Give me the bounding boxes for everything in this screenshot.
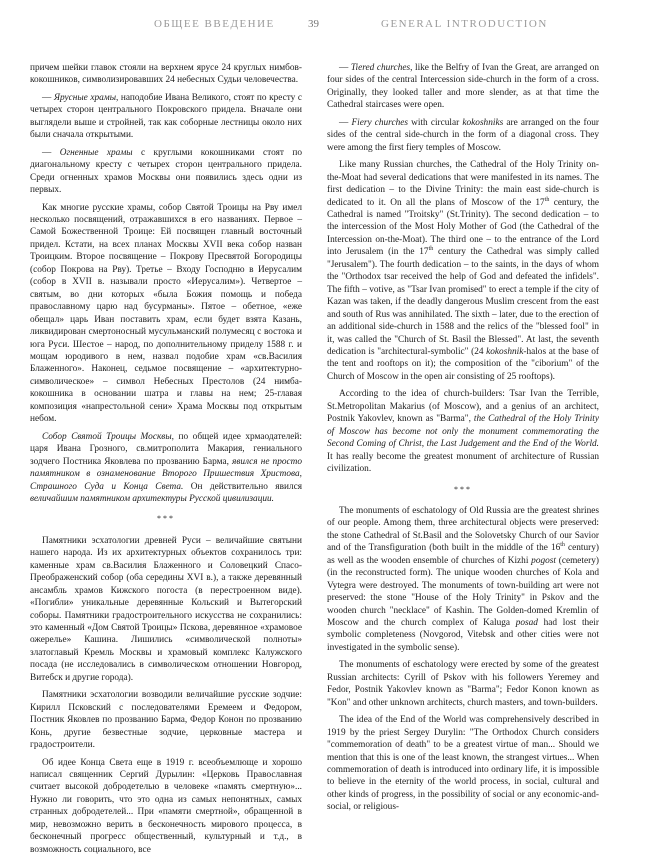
paragraph: — Ярусные храмы, наподобие Ивана Великого, стоят по кресту с четырех сторон центрального Покровского придела. Вначале они выглядели выше и стройней, так как соборные лестницы около них были сначала открытыми. [30, 92, 303, 141]
paragraph: Об идее Конца Света еще в 1919 г. всеобъемлюще и хорошо написал священник Сергий Дурылин: «Церковь Православная считает высокой добродетелью в человеке «память смертную»... Нужно ли говорить, что это одна из самых непонятных, самых странных добродетелей... При «памяти смертной», обращенной в мир, невозможно верить в бесконечность мирового процесса, в бесконечный прогресс общественный, культурный и т.д., в возможность социального, все [30, 757, 302, 855]
paragraph: The idea of the End of the World was comprehensively described in 1919 by the priest Sergey Durylin: "The Orthodox Church considers "commemoration of death" to be a greatest virtue of man... Should we mention that this is one of the least known, the strangest virtues... When commemoration of death is introduced into ordinary life, it is impossible to believe in the eternity of the world process, in social, cultural and other kinds of progress, in the possibility of social or any economic-and-social, or religious- [327, 715, 599, 813]
paragraph: Как многие русские храмы, собор Святой Троицы на Рву имел несколько посвящений, отражавшихся в его названиях. Первое – Самой Божественной Троице: Ей посвящен главный восточный придел. Кстати, на всех планах Москвы XVII века собор назван Троицким. Второе посвящение – Покрову Пресвятой Богородицы (собор Покрова на Рву). Третье – Входу Господню в Иерусалим (собор в XVII в. называли просто «Иерусалим»). Четвертое – святым, во дни которых «была Божия помощь и победа православному царю над бусурманы». Пятое – обетное, «еже обещал» царь Иван поставить храм, если будет взята Казань, ликвидирован смертоносный мусульманский полумесяц с востока и юга Руси. Шестое – народ, по дополнительному приделу 1588 г. и мощам юродивого в нем, назвал подобие храм «св.Василия Блаженного». Наконец, седьмое посвящение – «архитектурно-символическое» – символ Небесных Престолов (24 нимба-кокошника в основании шатра и главы на нем; 25-главая композиция «напрестольной сени» Храма Москвы под открытым небом. [30, 202, 302, 425]
paragraph: Памятники эсхатологии древней Руси – величайшие святыни нашего народа. Из их архитектурных объектов сохранилось три: каменные храм св.Василия Блаженного и Соловецкий Спасо-Преображенский собор (оба середины XVI в.), а также деревянный ансамбль храмов Кижского погоста (в перестроенном виде). «Погибли» уникальные деревянные Кольский и Вытегорский соборы. Памятники градостроительного искусства не сохранились: это каменный «Дом Святой Троицы» Пскова, деревянное «храмовое ожерелье» Кашина. Лишились «символической полноты» златоглавый Кремль Москвы и храмовый комплекс Калужского посада (не исследовались в символическом отношении Новгород, Витебск и другие города). [30, 535, 302, 683]
russian-column [30, 62, 302, 861]
header-title-russian: ОБЩЕЕ ВВЕДЕНИЕ [154, 18, 275, 30]
paragraph: Like many Russian churches, the Cathedral of the Holy Trinity on-the-Moat had several dedications that were manifested in its names. The first dedication – to the Divine Trinity: the main east side-church is dedicated to it. On all the plans of Moscow of the 17th century, the Cathedral is named "Troitsky" (St.Trinity). The second dedication – to the intercession of the Most Holy Mother of God (the Cathedral of the Intercession on-the-Moat). The third one – to the entrance of the Lord into Jerusalem (in the 17th century the Cathedral was simply called "Jerusalem"). The fourth dedication – to the saints, in the days of whom the "Orthodox tsar received the help of God and defeated the infidels". The fifth – votive, as "Tsar Ivan promised" to erect a temple if the city of Kazan was taken, if the deadly dangerous Muslim crescent from the east and south of Rus was annihilated. The sixth – later, due to the erection of an additional side-church in 1588 and the relics of the "blessed fool" in it, was called the "Church of St. Basil the Blessed". At last, the seventh dedication is "architectural-symbolic" (24 kokoshnik-halos at the base of the tent and rooftops on it); the composition of the "ciborium" of the Church of Moscow in the open air consisting of 25 rooftops). [327, 160, 599, 382]
page-number: 39 [308, 18, 319, 30]
header-title-english: GENERAL INTRODUCTION [381, 18, 548, 30]
paragraph: — Огненные храмы с круглыми кокошниками стоят по диагональному кресту с четырех сторон центрального придела. Среди огненных храмов Москвы они появились здесь одни из первых. [30, 147, 302, 196]
paragraph: — Tiered churches, like the Belfry of Ivan the Great, are arranged on four sides of the central Intercession side-church in the form of a cross. Originally, they looked taller and more slender, as at that time the Cathedral staircases were open. [327, 63, 599, 111]
paragraph: The monuments of eschatology of Old Russia are the greatest shrines of our people. Among them, three architectural objects were preserved: the stone Cathedral of St.Basil and the Solovetsky Church of our Savior and of the Transfiguration (both built in the middle of the 16th century) as well as the wooden ensemble of churches of Kizhi pogost (cemetery) (in the reconstructed form). The unique wooden churches of Kola and Vytegra were destroyed. The monuments of town-building art were not preserved: the stone "House of the Holy Trinity" in Pskov and the wooden church "necklace" of Kashin. The Golden-domed Kremlin of Moscow and the church complex of Kaluga posad had lost their symbolic completeness (Novgorod, Vitebsk and other cities were not investigated in the symbolic sense). [327, 505, 599, 653]
paragraph: — Fiery churches with circular kokoshniks are arranged on the four sides of the central side-church in the form of a diagonal cross. They were among the first fiery temples of Moscow. [327, 117, 599, 153]
paragraph: According to the idea of church-builders: Tsar Ivan the Terrible, St.Metropolitan Makarius (of Moscow), and a genius of an architect, Postnik Yakovlev, known as "Barma", the Cathedral of the Holy Trinity of Moscow has become not only the monument commemorating the Second Coming of Christ, the Last Judgement and the End of the World. It has really become the greatest monument of architecture of Russian civilization. [327, 389, 599, 475]
running-header [0, 18, 646, 34]
paragraph: The monuments of eschatology were erected by some of the greatest Russian architects: Cyrill of Pskov with his followers Yeremey and Fedor, Postnik Yakovlev known as "Barma"; Fedor Konon known as "Kon" and other unknown architects, church masters, and town-builders. [327, 660, 599, 708]
section-separator: *** [454, 484, 472, 494]
paragraph: Собор Святой Троицы Москвы, по общей идее хрмаодателей: царя Ивана Грозного, св.митрополита Макария, гениального зодчего Постника Яковлева по прозванию Барма, явился не просто памятником в ознаменование Второго Пришествия Христова, Страшного Суда и Конца Света. Он действительно явился величайшим памятником архитектуры Русской цивилизации. [30, 431, 302, 504]
paragraph: Памятники эсхатологии возводили величайшие русские зодчие: Кирилл Псковский с последователями Еремеем и Федором, Постник Яковлев по прозванию Барма, Федор Конон по прозванию Конь, другие безвестные зодчие, церковные мастера и градостроители. [30, 690, 302, 751]
paragraph: причем шейки главок стояли на верхнем ярусе 24 круглых нимбов-кокошников, символизировавших 24 небесных Судьи человечества. [30, 63, 302, 86]
section-separator: *** [157, 514, 175, 524]
english-column [327, 62, 599, 819]
